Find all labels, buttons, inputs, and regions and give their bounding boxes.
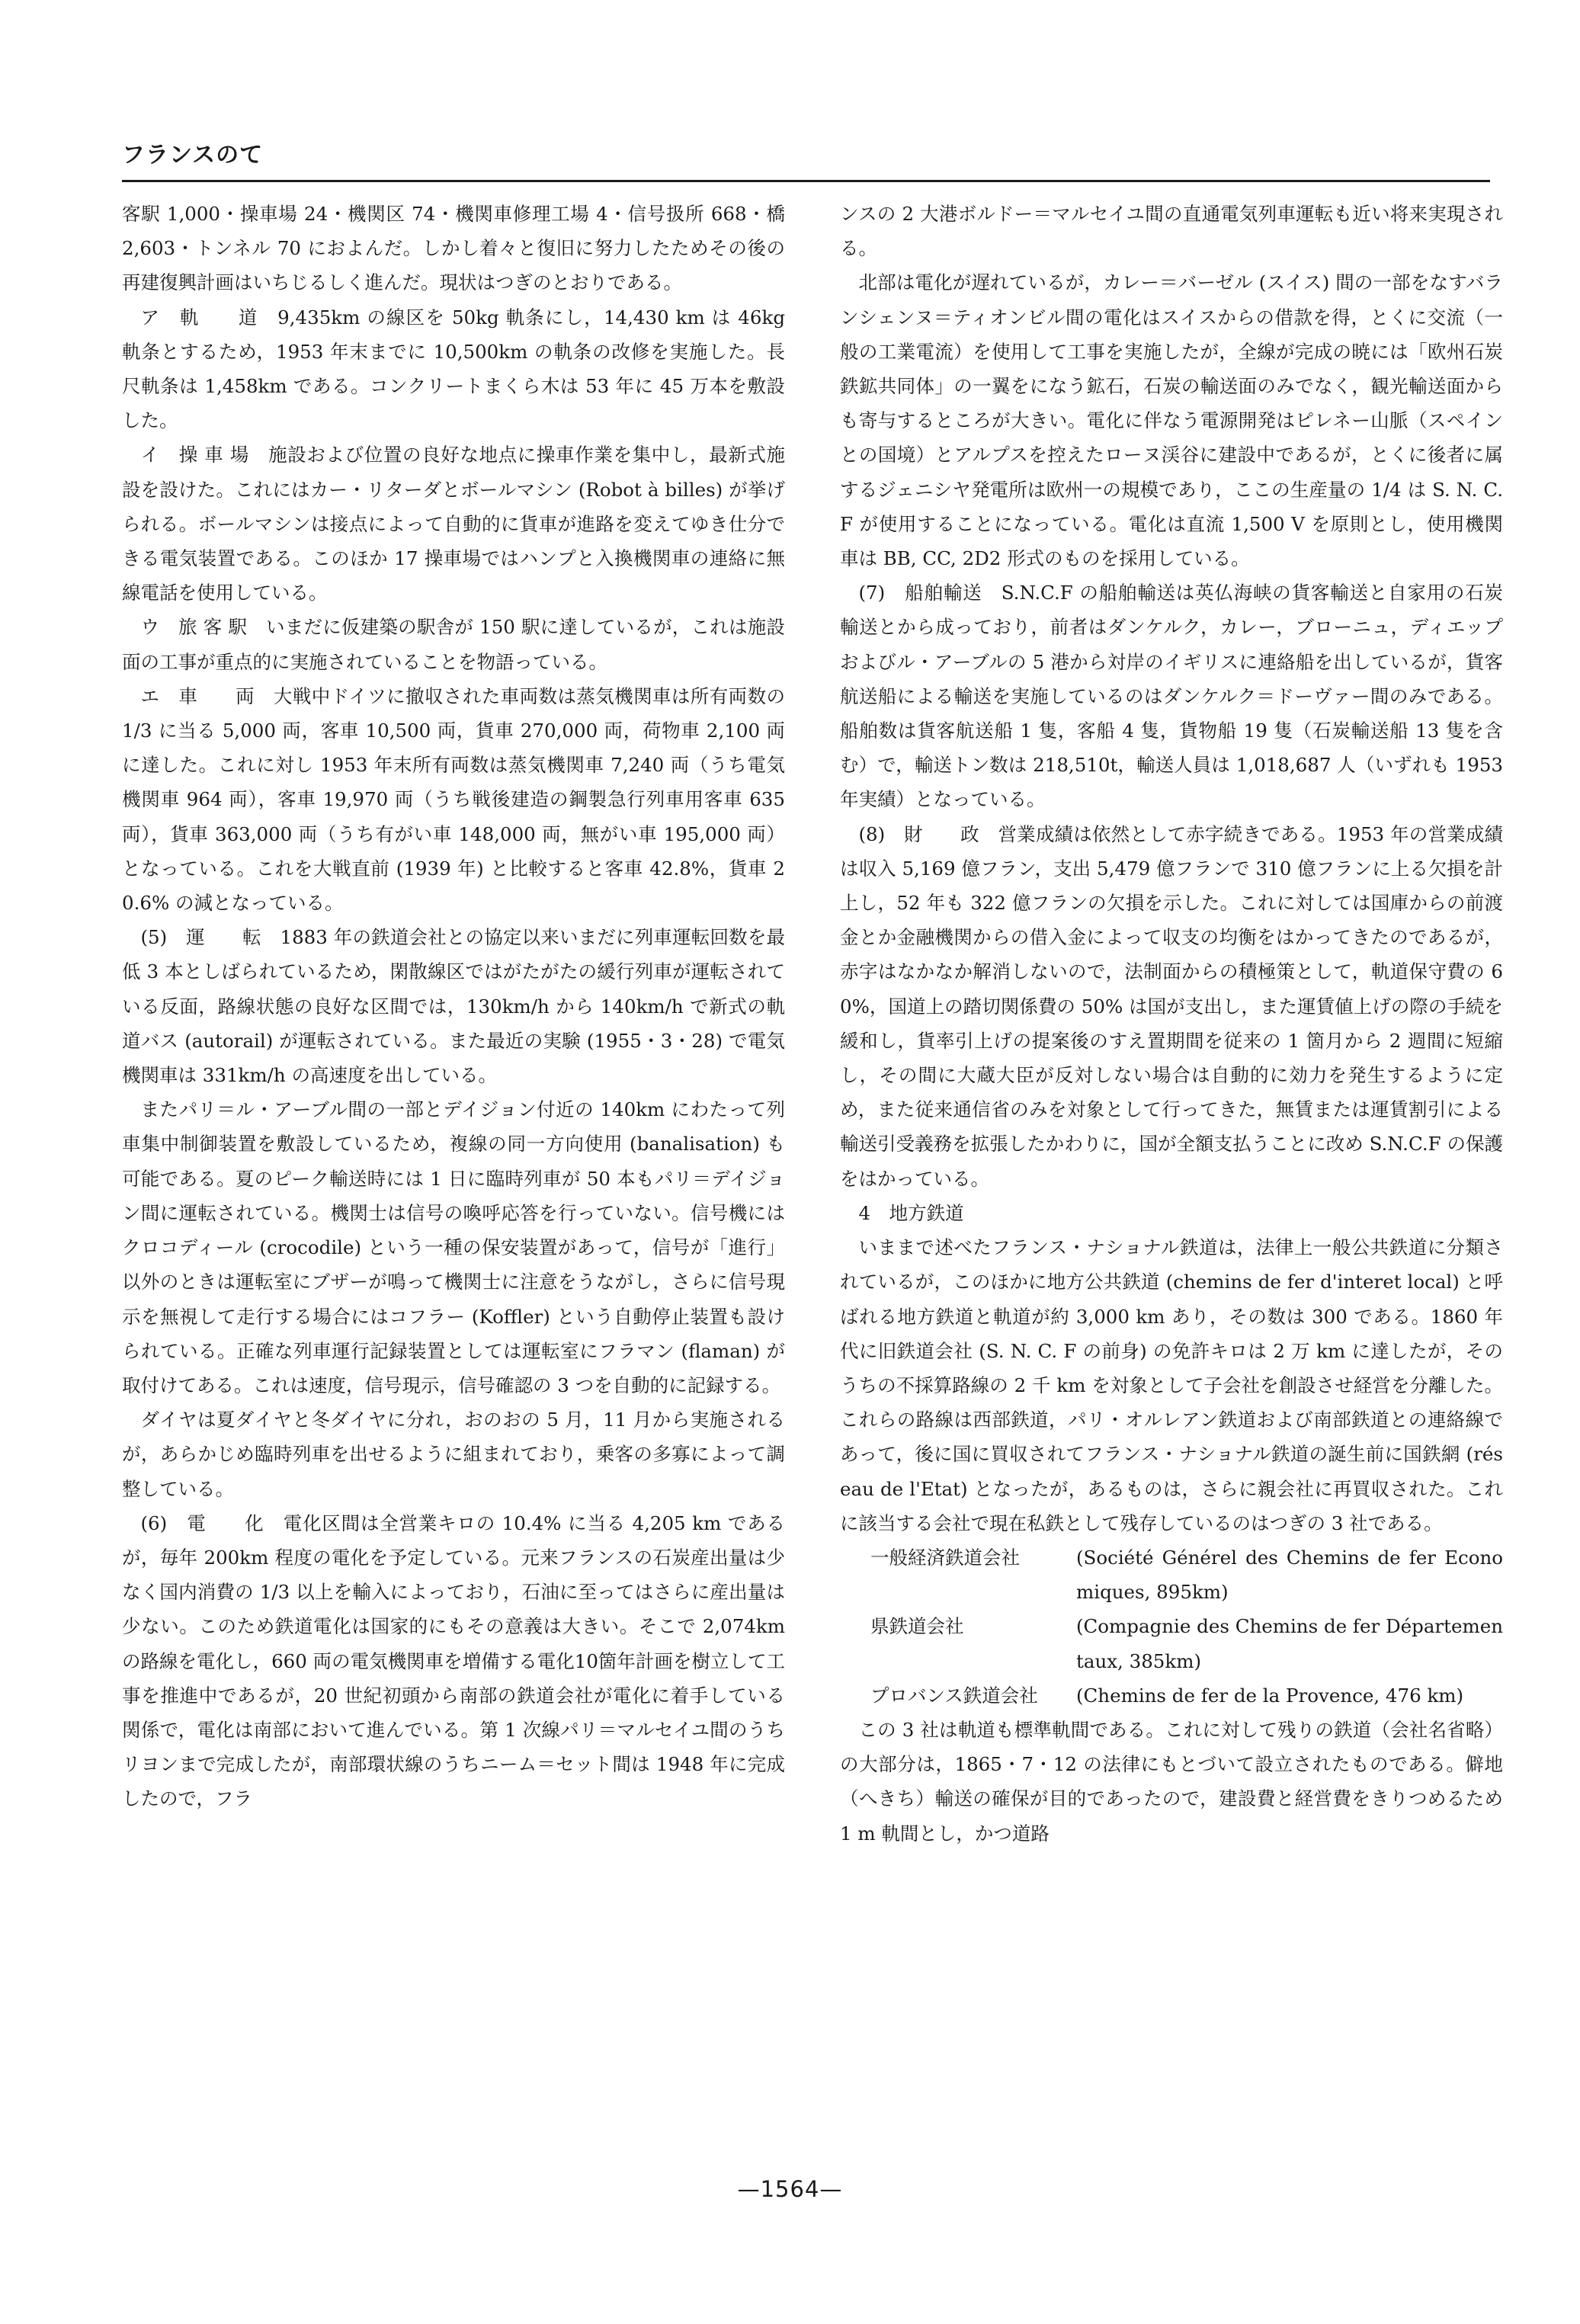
paragraph: この 3 社は軌道も標準軌間である。これに対して残りの鉄道（会社名省略）の大部分は，1865・7・12 の法律にもとづいて設立されたものである。僻地（へきち）輸送の確保が目的であったので，建設費と経営費をきりつめるため 1 m 軌間とし，かつ道路 <box>840 1718 1503 1845</box>
header-rule <box>122 180 1490 182</box>
company-entry <box>840 1678 1503 1713</box>
paragraph: いままで述べたフランス・ナショナル鉄道は，法律上一般公共鉄道に分類されているが，このほかに地方公共鉄道 (chemins de fer d'interet local) と呼ばれる地方鉄道と軌道が約 3,000 km あり，その数は 300 である。1860 年代に旧鉄道会社 (S. N. C. F の前身) の免許キロは 2 万 km に達したが，そのうちの不採算路線の 2 千 km を対象として子会社を創設させ経営を分離した。これらの路線は西部鉄道，パリ・オルレアン鉄道および南部鉄道との連絡線であって，後に国に買収されてフランス・ナショナル鉄道の誕生前に国鉄網 (réseau de l'Etat) となったが，あるものは，さらに親会社に再買収された。これに該当する会社で現在私鉄として残存しているのはつぎの 3 社である。 <box>840 1236 1503 1534</box>
company-entry <box>840 1540 1503 1609</box>
paragraph: (7) 船舶輸送 S.N.C.F の船舶輸送は英仏海峡の貨客輸送と自家用の石炭輸送とから成っており，前者はダンケルク，カレー，ブローニュ，ディエップおよびル・アーブルの 5 港から対岸のイギリスに連絡船を出しているが，貨客航送船による輸送を実施しているのはダンケルク＝ドーヴァー間のみである。船舶数は貨客航送船 1 隻，客船 4 隻，貨物船 19 隻（石炭輸送船 13 隻を含む）で，輸送トン数は 218,510t，輸送人員は 1,018,687 人（いずれも 1953 年実績）となっている。 <box>840 582 1503 811</box>
company-name: プロバンス鉄道会社 <box>870 1684 1038 1707</box>
company-description: (Chemins de fer de la Provence, 476 km) <box>1076 1684 1464 1707</box>
running-head: フランスのて <box>122 142 264 168</box>
right-column <box>840 197 1503 1851</box>
paragraph: (8) 財 政 営業成績は依然として赤字続きである。1953 年の営業成績は収入 5,169 億フラン，支出 5,479 億フランで 310 億フランに上る欠損を計上し，52 年も 322 億フランの欠損を示した。これに対しては国庫からの前渡金とか金融機関からの借入金によって収支の均衡をはかってきたのであるが，赤字はなかなか解消しないので，法制面からの積極策として，軌道保守費の 60%，国道上の踏切関係費の 50% は国が支出し，また運賃値上げの際の手続を緩和し，貨率引上げの提案後のすえ置期間を従来の 1 箇月から 2 週間に短縮し，その間に大蔵大臣が反対しない場合は自動的に効力を発生するように定め，また従来通信省のみを対象として行ってきた，無賃または運賃割引による輸送引受義務を拡張したかわりに，国が全額支払うことに改め S.N.C.F の保護をはかっている。 <box>840 822 1503 1190</box>
company-entry <box>840 1609 1503 1678</box>
paragraph: エ 車 両 大戦中ドイツに撤収された車両数は蒸気機関車は所有両数の 1/3 に当る 5,000 両，客車 10,500 両，貨車 270,000 両，荷物車 2,100 両に達した。これに対し 1953 年末所有両数は蒸気機関車 7,240 両（うち電気機関車 964 両），客車 19,970 両（うち戦後建造の鋼製急行列車用客車 635 両），貨車 363,000 両（うち有がい車 148,000 両，無がい車 195,000 両）となっている。これを大戦直前 (1939 年) と比較すると客車 42.8%，貨車 20.6% の減となっている。 <box>122 684 785 915</box>
paragraph: イ 操 車 場 施設および位置の良好な地点に操車作業を集中し，最新式施設を設けた。これにはカー・リターダとボールマシン (Robot à billes) が挙げられる。ボールマシンは接点によって自動的に貨車が進路を変えてゆき仕分できる電気装置である。このほか 17 操車場ではハンプと入換機関車の連絡に無線電話を使用している。 <box>122 444 785 604</box>
paragraph: ンスの 2 大港ボルドー＝マルセイユ間の直通電気列車運転も近い将来実現される。 <box>840 203 1503 260</box>
page-number: —1564— <box>737 2176 843 2202</box>
company-description: (Société Générel des Chemins de fer Economiques, 895km) <box>1076 1546 1503 1604</box>
company-name: 県鉄道会社 <box>870 1615 964 1638</box>
section-heading: 4 地方鉄道 <box>858 1201 964 1224</box>
paragraph: (5) 運 転 1883 年の鉄道会社との協定以来いまだに列車運転回数を最低 3 本としばられているため，閑散線区ではがたがたの緩行列車が運転されている反面，路線状態の良好な区間では，130km/h から 140km/h で新式の軌道バス (autorail) が運転されている。また最近の実験 (1955・3・28) で電気機関車は 331km/h の高速度を出している。 <box>122 926 785 1087</box>
paragraph: (6) 電 化 電化区間は全営業キロの 10.4% に当る 4,205 km であるが，毎年 200km 程度の電化を予定している。元来フランスの石炭産出量は少なく国内消費の 1/3 以上を輸入によっており，石油に至ってはさらに産出量は少ない。このため鉄道電化は国家的にもその意義は大きい。そこで 2,074km の路線を電化し，660 両の電気機関車を増備する電化10箇年計画を樹立して工事を推進中であるが，20 世紀初頭から南部の鉄道会社が電化に着手している関係で，電化は南部において進んでいる。第 1 次線パリ＝マルセイユ間のうちリヨンまで完成したが，南部環状線のうちニーム＝セット間は 1948 年に完成したので，フラ <box>122 1511 785 1810</box>
left-column <box>122 197 785 1816</box>
paragraph: またパリ＝ル・アーブル間の一部とデイジョン付近の 140km にわたって列車集中制御装置を敷設しているため，複線の同一方向使用 (banalisation) も可能である。夏のピーク輸送時には 1 日に臨時列車が 50 本もパリ＝デイジョン間に運転されている。機関士は信号の喚呼応答を行っていない。信号機にはクロコディール (crocodile) という一種の保安装置があって，信号が「進行」以外のときは運転室にブザーが鳴って機関士に注意をうながし，さらに信号現示を無視して走行する場合にはコフラー (Koffler) という自動停止装置も設けられている。正確な列車運行記録装置としては運転室にフラマン (flaman) が取付けてある。これは速度，信号現示，信号確認の 3 つを自動的に記録する。 <box>122 1098 785 1396</box>
paragraph: ア 軌 道 9,435km の線区を 50kg 軌条にし，14,430 km は 46kg 軌条とするため，1953 年末までに 10,500km の軌条の改修を実施した。長尺軌条は 1,458km である。コンクリートまくら木は 53 年に 45 万本を敷設した。 <box>122 306 785 432</box>
paragraph: 北部は電化が遅れているが，カレー＝バーゼル (スイス) 間の一部をなすバランシェンヌ＝ティオンビル間の電化はスイスからの借款を得，とくに交流（一般の工業電流）を使用して工事を実施したが，全線が完成の暁には「欧州石炭鉄鉱共同体」の一翼をになう鉱石，石炭の輸送面のみでなく，観光輸送面からも寄与するところが大きい。電化に伴なう電源開発はピレネー山脈（スペインとの国境）とアルプスを控えたローヌ渓谷に建設中であるが，とくに後者に属するジェニシヤ発電所は欧州一の規模であり，ここの生産量の 1/4 は S. N. C. F が使用することになっている。電化は直流 1,500 V を原則とし，使用機関車は BB, CC, 2D2 形式のものを採用している。 <box>840 271 1504 570</box>
paragraph: 客駅 1,000・操車場 24・機関区 74・機関車修理工場 4・信号扱所 668・橋 2,603・トンネル 70 におよんだ。しかし着々と復旧に努力したためその後の再建復興計画はいちじるしく進んだ。現状はつぎのとおりである。 <box>122 203 785 294</box>
company-description: (Compagnie des Chemins de fer Départementaux, 385km) <box>1076 1615 1503 1672</box>
company-name: 一般経済鉄道会社 <box>870 1546 1020 1569</box>
paragraph: ダイヤは夏ダイヤと冬ダイヤに分れ，おのおの 5 月，11 月から実施されるが，あらかじめ臨時列車を出せるように組まれており，乗客の多寡によって調整している。 <box>122 1409 785 1500</box>
paragraph: ウ 旅 客 駅 いまだに仮建築の駅舎が 150 駅に達しているが，これは施設面の工事が重点的に実施されていることを物語っている。 <box>122 616 785 673</box>
